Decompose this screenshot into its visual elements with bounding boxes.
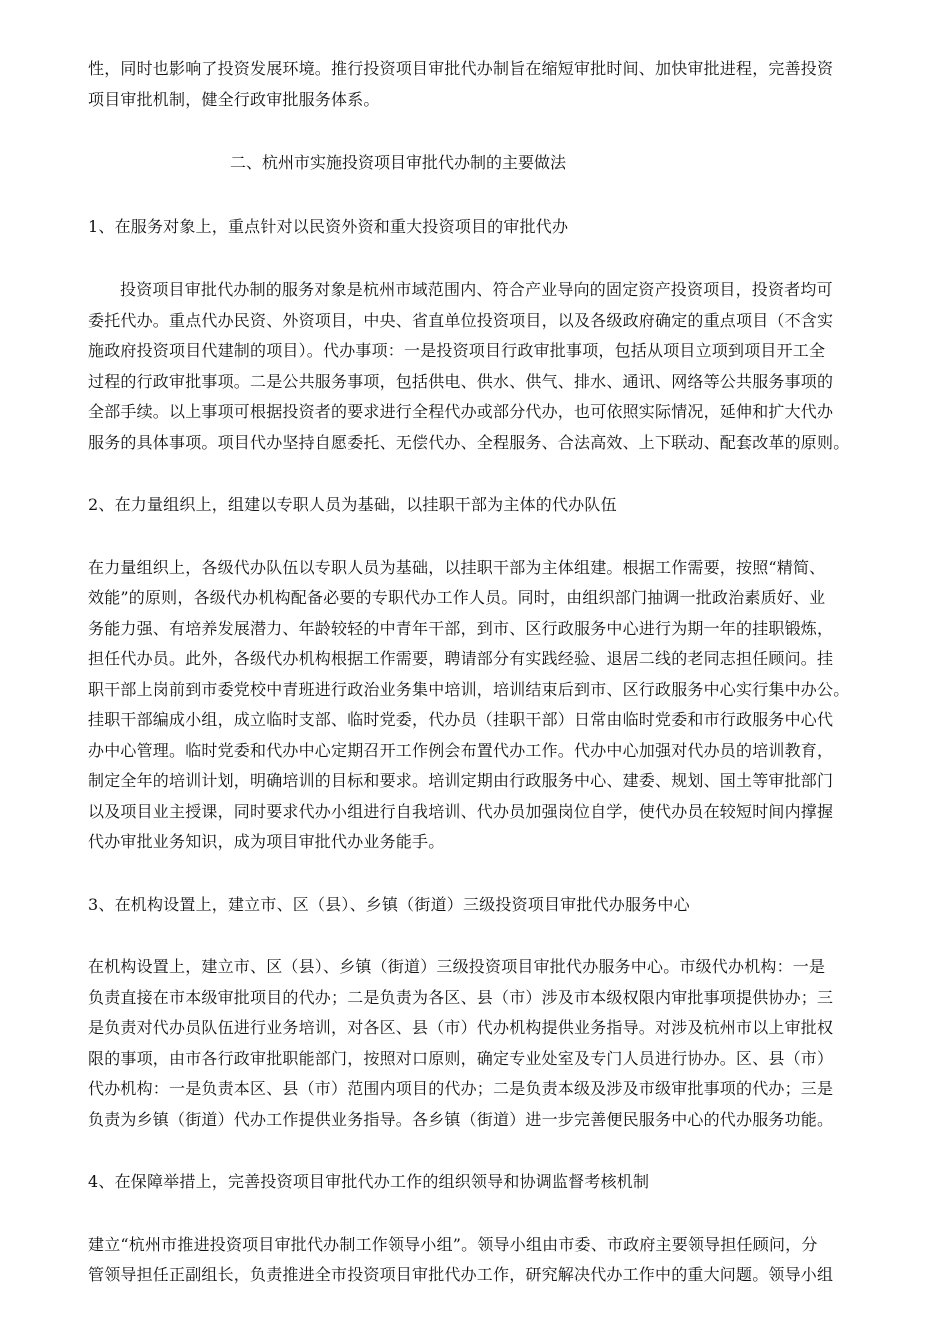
text-line: 挂职干部编成小组，成立临时支部、临时党委，代办员（挂职干部）日常由临时党委和市行政服务中心代 [88, 710, 834, 729]
text-line: 全部手续。以上事项可根据投资者的要求进行全程代办或部分代办，也可依照实际情况，延伸和扩大代办 [88, 402, 834, 421]
item-heading-4: 4、在保障举措上，完善投资项目审批代办工作的组织领导和协调监督考核机制 [88, 1172, 650, 1191]
text-line: 负责直接在市本级审批项目的代办；二是负责为各区、县（市）涉及市本级权限内审批事项提供协办；三 [88, 987, 834, 1007]
item-body-1 [88, 275, 863, 458]
text-line: 过程的行政审批事项。二是公共服务事项，包括供电、供水、供气、排水、通讯、网络等公共服务事项的 [88, 371, 834, 391]
text-line: 管领导担任正副组长，负责推进全市投资项目审批代办工作，研究解决代办工作中的重大问题。领导小组 [88, 1265, 834, 1284]
text-line: 代办机构：一是负责本区、县（市）范围内项目的代办；二是负责本级及涉及市级审批事项的代办；三是 [88, 1079, 834, 1098]
text-line: 担任代办员。此外，各级代办机构根据工作需要，聘请部分有实践经验、退居二线的老同志担任顾问。挂 [88, 649, 834, 668]
text-line: 性，同时也影响了投资发展环境。推行投资项目审批代办制旨在缩短审批时间、加快审批进程，完善投资 [88, 59, 834, 78]
item-heading-2: 2、在力量组织上，组建以专职人员为基础，以挂职干部为主体的代办队伍 [88, 495, 617, 514]
item-body-4 [88, 1230, 863, 1291]
text-line: 在机构设置上，建立市、区（县）、乡镇（街道）三级投资项目审批代办服务中心。市级代办机构：一是 [88, 957, 826, 976]
item-body-3 [88, 952, 863, 1135]
text-line: 投资项目审批代办制的服务对象是杭州市域范围内、符合产业导向的固定资产投资项目，投资者均可 [120, 280, 833, 299]
document-page [88, 0, 863, 1291]
section-title: 二、杭州市实施投资项目审批代办制的主要做法 [230, 153, 567, 172]
text-line: 职干部上岗前到市委党校中青班进行政治业务集中培训，培训结束后到市、区行政服务中心实行集中办公。 [88, 679, 850, 699]
text-line: 办中心管理。临时党委和代办中心定期召开工作例会布置代办工作。代办中心加强对代办员的培训教育， [88, 740, 834, 760]
text-line: 项目审批机制，健全行政审批服务体系。 [88, 89, 380, 109]
text-line: 负责为乡镇（街道）代办工作提供业务指导。各乡镇（街道）进一步完善便民服务中心的代办服务功能。 [88, 1109, 834, 1129]
text-line: 是负责对代办员队伍进行业务培训，对各区、县（市）代办机构提供业务指导。对涉及杭州市以上审批权 [88, 1018, 834, 1037]
text-line: 在力量组织上，各级代办队伍以专职人员为基础，以挂职干部为主体组建。根据工作需要，按照“精简、 [88, 557, 826, 577]
text-line: 以及项目业主授课，同时要求代办小组进行自我培训、代办员加强岗位自学，使代办员在较短时间内撑握 [88, 801, 834, 821]
text-line: 务能力强、有培养发展潜力、年龄较轻的中青年干部，到市、区行政服务中心进行为期一年的挂职锻炼， [88, 618, 834, 638]
item-body-2 [88, 553, 863, 858]
text-line: 限的事项，由市各行政审批职能部门，按照对口原则，确定专业处室及专门人员进行协办。区、县（市） [88, 1048, 834, 1068]
text-line: 服务的具体事项。项目代办坚持自愿委托、无偿代办、全程服务、合法高效、上下联动、配套改革的原则。 [88, 432, 850, 452]
text-line: 代办审批业务知识，成为项目审批代办业务能手。 [88, 832, 445, 851]
text-line: 建立“杭州市推进投资项目审批代办制工作领导小组”。领导小组由市委、市政府主要领导担任顾问，分 [88, 1234, 818, 1254]
intro-paragraph [88, 54, 863, 115]
item-heading-1: 1、在服务对象上，重点针对以民资外资和重大投资项目的审批代办 [88, 216, 569, 236]
text-line: 施政府投资项目代建制的项目）。代办事项：一是投资项目行政审批事项，包括从项目立项到项目开工全 [88, 341, 826, 360]
text-line: 委托代办。重点代办民资、外资项目，中央、省直单位投资项目，以及各级政府确定的重点项目（不含实 [88, 310, 834, 330]
text-line: 效能”的原则，各级代办机构配备必要的专职代办工作人员。同时，由组织部门抽调一批政治素质好、业 [88, 588, 826, 607]
text-line: 制定全年的培训计划，明确培训的目标和要求。培训定期由行政服务中心、建委、规划、国土等审批部门 [88, 771, 834, 790]
item-heading-3: 3、在机构设置上，建立市、区（县）、乡镇（街道）三级投资项目审批代办服务中心 [88, 894, 690, 914]
